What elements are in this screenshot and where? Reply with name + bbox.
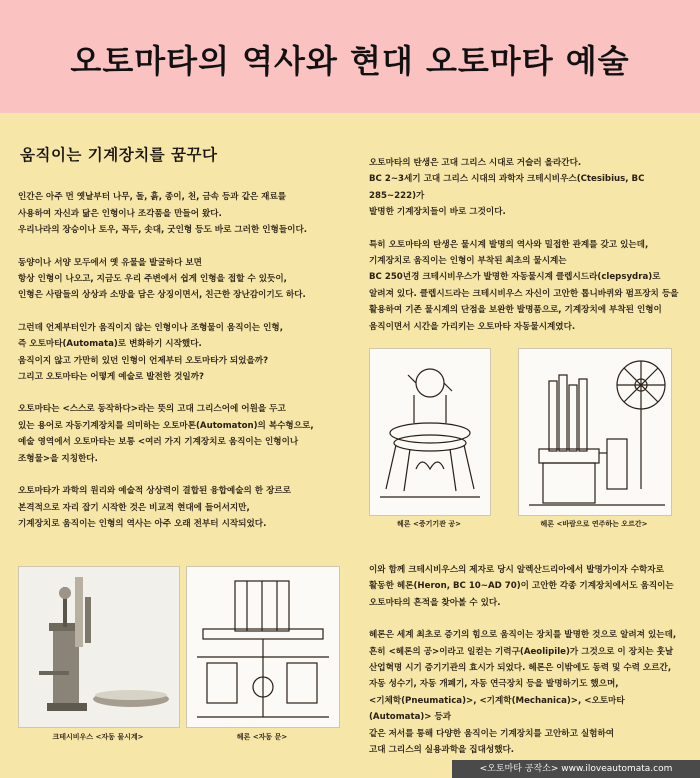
figure-caption: 크테시비우스 <자동 물시계> bbox=[52, 733, 144, 741]
paragraph: 이와 함께 크테시비우스의 제자로 당시 알렉산드리아에서 발명가이자 수학자로 활동한 헤론(Heron, BC 10~AD 70)이 고안한 각종 기계장치에서도 움직이는 오토마타의 흔적을 찾아볼 수 있다. bbox=[369, 565, 674, 608]
paragraph: 헤론은 세계 최초로 증기의 힘으로 움직이는 장치를 발명한 것으로 알려져 있는데, 흔히 <헤론의 공>이라고 일컫는 기력구(Aeolipile)가 그것으로 이 장치는 훗날 산업혁명 시기 증기기관의 효시가 되었다. 헤론은 이밖에도 동력 및 수력 오르간, 자동 성수기, 자동 개폐기, 자동 연극장치 등을 발명하기도 했으며, <기체학(Pneumatica)>, <기계학(Mechanica)>, <오토마타(Automata)> 등과 같은 저서를 통해 다양한 움직이는 기계장치를 고안하고 실험하여 고대 그리스의 실용과학을 집대성했다. bbox=[369, 630, 677, 756]
footer-credit: <오토마타 공작소> www.iloveautomata.com bbox=[452, 760, 700, 778]
figure-caption: 헤론 <자동 문> bbox=[236, 733, 288, 741]
page-title: 오토마타의 역사와 현대 오토마타 예술 bbox=[70, 42, 630, 80]
automatic-door-illustration bbox=[187, 567, 339, 727]
left-column bbox=[18, 147, 338, 548]
automatic-door-image bbox=[186, 566, 340, 728]
paragraph: 인간은 아주 먼 옛날부터 나무, 돌, 흙, 종이, 천, 금속 등과 같은 재료를 사용하여 자신과 닮은 인형이나 조각품을 만들어 왔다. 우리나라의 장승이나 토우, 꼭두, 솟대, 굿인형 등도 바로 그러한 인형들이다. bbox=[18, 192, 308, 236]
wind-organ-image bbox=[518, 348, 672, 516]
aeolipile-illustration bbox=[370, 349, 490, 515]
section-heading: 움직이는 기계장치를 꿈꾸다 bbox=[20, 146, 218, 164]
aeolipile-image bbox=[369, 348, 491, 516]
paragraph: 동양이나 서양 모두에서 옛 유물을 발굴하다 보면 항상 인형이 나오고, 지금도 우리 주변에서 쉽게 인형을 접할 수 있듯이, 인형은 사람들의 상상과 소망을 담은 상징이면서, 친근한 장난감이기도 하다. bbox=[18, 257, 306, 301]
figure-caption: 헤론 <바람으로 연주하는 오르간> bbox=[540, 520, 648, 528]
water-clock-illustration bbox=[19, 567, 179, 727]
title-banner bbox=[0, 0, 700, 113]
wind-organ-illustration bbox=[519, 349, 671, 515]
water-clock-image bbox=[18, 566, 180, 728]
paragraph: 오토마타의 탄생은 고대 그리스 시대로 거슬러 올라간다. BC 2~3세기 고대 그리스 시대의 과학자 크테시비우스(Ctesibius, BC 285~222)가 발명한 기계장치들이 바로 그것이다. bbox=[369, 158, 645, 218]
right-column-top bbox=[369, 155, 685, 351]
paragraph: 오토마타는 <스스로 동작하다>라는 뜻의 고대 그리스어에 어원을 두고 있는 용어로 자동기계장치를 의미하는 오토마톤(Automaton)의 복수형으로, 예술 영역에서 오토마타는 보통 <여러 가지 기계장치로 움직이는 인형이나 조형물>을 지칭한다. bbox=[18, 404, 314, 464]
paragraph: 그런데 언제부터인가 움직이지 않는 인형이나 조형물이 움직이는 인형, 즉 오토마타(Automata)로 변화하기 시작했다. 움직이지 않고 가만히 있던 인형이 언제부터 오토마타가 되었을까? 그리고 오토마타는 어떻게 예술로 발전한 것일까? bbox=[18, 322, 283, 383]
paragraph: 오토마타가 과학의 원리와 예술적 상상력이 결합된 융합예술의 한 장르로 본격적으로 자리 잡기 시작한 것은 비교적 현대에 들어서지만, 기계장치로 움직이는 인형의 역사는 아주 오래 전부터 시작되었다. bbox=[18, 486, 291, 529]
right-column-bottom bbox=[369, 562, 685, 774]
paragraph: 특히 오토마타의 탄생은 물시계 발명의 역사와 밀접한 관계를 갖고 있는데, 기계장치로 움직이는 인형이 부착된 최초의 물시계는 BC 250년경 크테시비우스가 발명한 자동물시계 클렙시드라(clepsydra)로 알려져 있다. 클렙시드라는 크테시비우스 자신이 고안한 톱니바퀴와 펌프장치 등을 활용하여 기존 물시계의 단점을 보완한 발명품으로, 기계장치에 부착된 인형이 움직이면서 시간을 가리키는 오토마타 자동물시계였다. bbox=[369, 239, 679, 332]
figure-caption: 헤론 <증기기관 공> bbox=[397, 520, 461, 528]
